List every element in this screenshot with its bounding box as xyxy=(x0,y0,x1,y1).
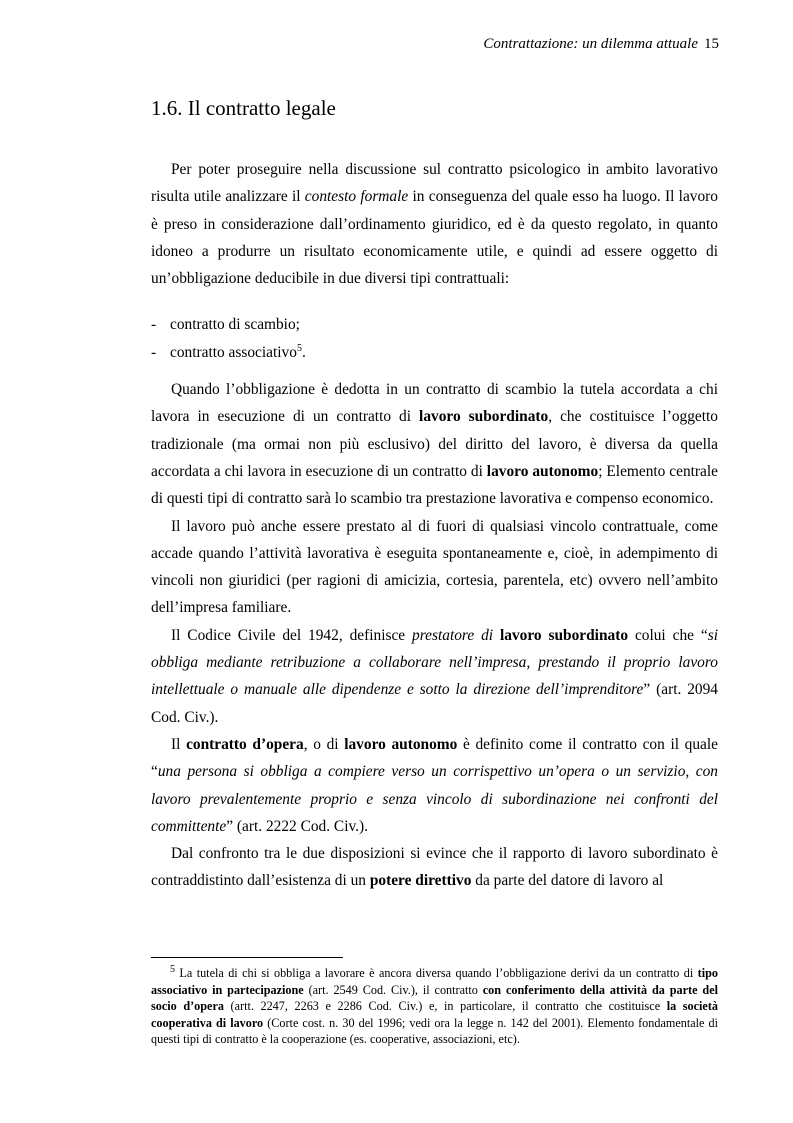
paragraph-5: Il contratto d’opera, o di lavoro autonomo è definito come il contratto con il quale “una persona si obbliga a compiere verso un corrispettivo un’opera o un servizio, con lavoro prevalentemente proprio e senza vincolo di subordinazione nei confronti del committente” (art. 2222 Cod. Civ.). xyxy=(151,735,718,835)
list-item: - contratto associativo$^5$. xyxy=(151,342,306,361)
paragraph-4: Il Codice Civile del 1942, definisce prestatore di lavoro subordinato colui che “si obbliga mediante retribuzione a collaborare nell’impresa, prestando il proprio lavoro intellettuale o manuale alle dipendenze e sotto la direzione dell’imprenditore” (art. 2094 Cod. Civ.). xyxy=(151,626,719,726)
spacer xyxy=(151,292,718,308)
section-title: 1.6. Il contratto legale xyxy=(151,96,336,120)
paragraph-6: Dal confronto tra le due disposizioni si evince che il rapporto di lavoro subordinato è contraddistinto dall’esistenza di un potere direttivo da parte del datore di lavoro al xyxy=(151,845,718,890)
emphasis-contesto-formale: contesto formale xyxy=(304,188,409,206)
contract-types-list xyxy=(151,311,718,366)
bold-lavoro-autonomo: lavoro autonomo xyxy=(486,462,599,480)
footnote-divider xyxy=(151,957,343,958)
quote-art-2222: una persona si obbliga a compiere verso un corrispettivo un’opera o un servizio, con lavoro prevalentemente proprio e senza vincolo di subordinazione nei confronti del committente xyxy=(151,763,718,835)
running-title: Contrattazione: un dilemma attuale xyxy=(483,36,698,52)
quote-art-2094: si obbliga mediante retribuzione a collaborare nell’impresa, prestando il proprio lavoro intellettuale o manuale alle dipendenze e sotto la direzione dell’imprenditore xyxy=(151,626,718,699)
running-header xyxy=(483,36,719,53)
page-number: 15 xyxy=(704,36,719,52)
bold-lavoro-subordinato: lavoro subordinato xyxy=(419,408,549,426)
footnote: $^5$ La tutela di chi si obbliga a lavorare è ancora diversa quando l’obbligazione derivi da un contratto di tipo associativo in partecipazione (art. 2549 Cod. Civ.), il contratto con conferimento della attività da parte del socio d’opera (artt. 2247, 2263 e 2286 Cod. Civ.) e, in particolare, il contratto che costituisce la società cooperativa di lavoro (Corte cost. n. 30 del 1996; vedi ora la legge n. 142 del 2001). Elemento fondamentale di questi tipi di contratto è la cooperazione (es. cooperative, associazioni, etc). xyxy=(151,963,718,1046)
list-item: - contratto di scambio; xyxy=(151,316,300,334)
paragraph-1: Per poter proseguire nella discussione sul contratto psicologico in ambito lavorativo risulta utile analizzare il contesto formale in conseguenza del quale esso ha luogo. Il lavoro è preso in considerazione dall’ordinamento giuridico, ed è da questo regolato, in quanto idoneo a produrre un risultato economicamente utile, e quindi ad essere oggetto di un’obbligazione deducibile in due diversi tipi contrattuali: xyxy=(151,161,718,288)
paragraph-2: Quando l’obbligazione è dedotta in un contratto di scambio la tutela accordata a chi lavora in esecuzione di un contratto di lavoro subordinato, che costituisce l’oggetto tradizionale (ma ormai non più esclusivo) del diritto del lavoro, è diversa da quella accordata a chi lavora in esecuzione di un contratto di lavoro autonomo; Elemento centrale di questi tipi di contratto sarà lo scambio tra prestazione lavorativa e compenso economico. xyxy=(151,381,718,508)
body-text xyxy=(151,156,718,895)
paragraph-3: Il lavoro può anche essere prestato al di fuori di qualsiasi vincolo contrattuale, come accade quando l’attività lavorativa è eseguita spontaneamente e, cioè, in adempimento di vincoli non giuridici (per ragioni di amicizia, cortesia, parentela, etc) ovvero nell’ambito dell’impresa familiare. xyxy=(151,517,718,617)
footnote-reference[interactable]: 5 xyxy=(296,342,302,354)
footnote-mark: 5 xyxy=(170,963,175,975)
